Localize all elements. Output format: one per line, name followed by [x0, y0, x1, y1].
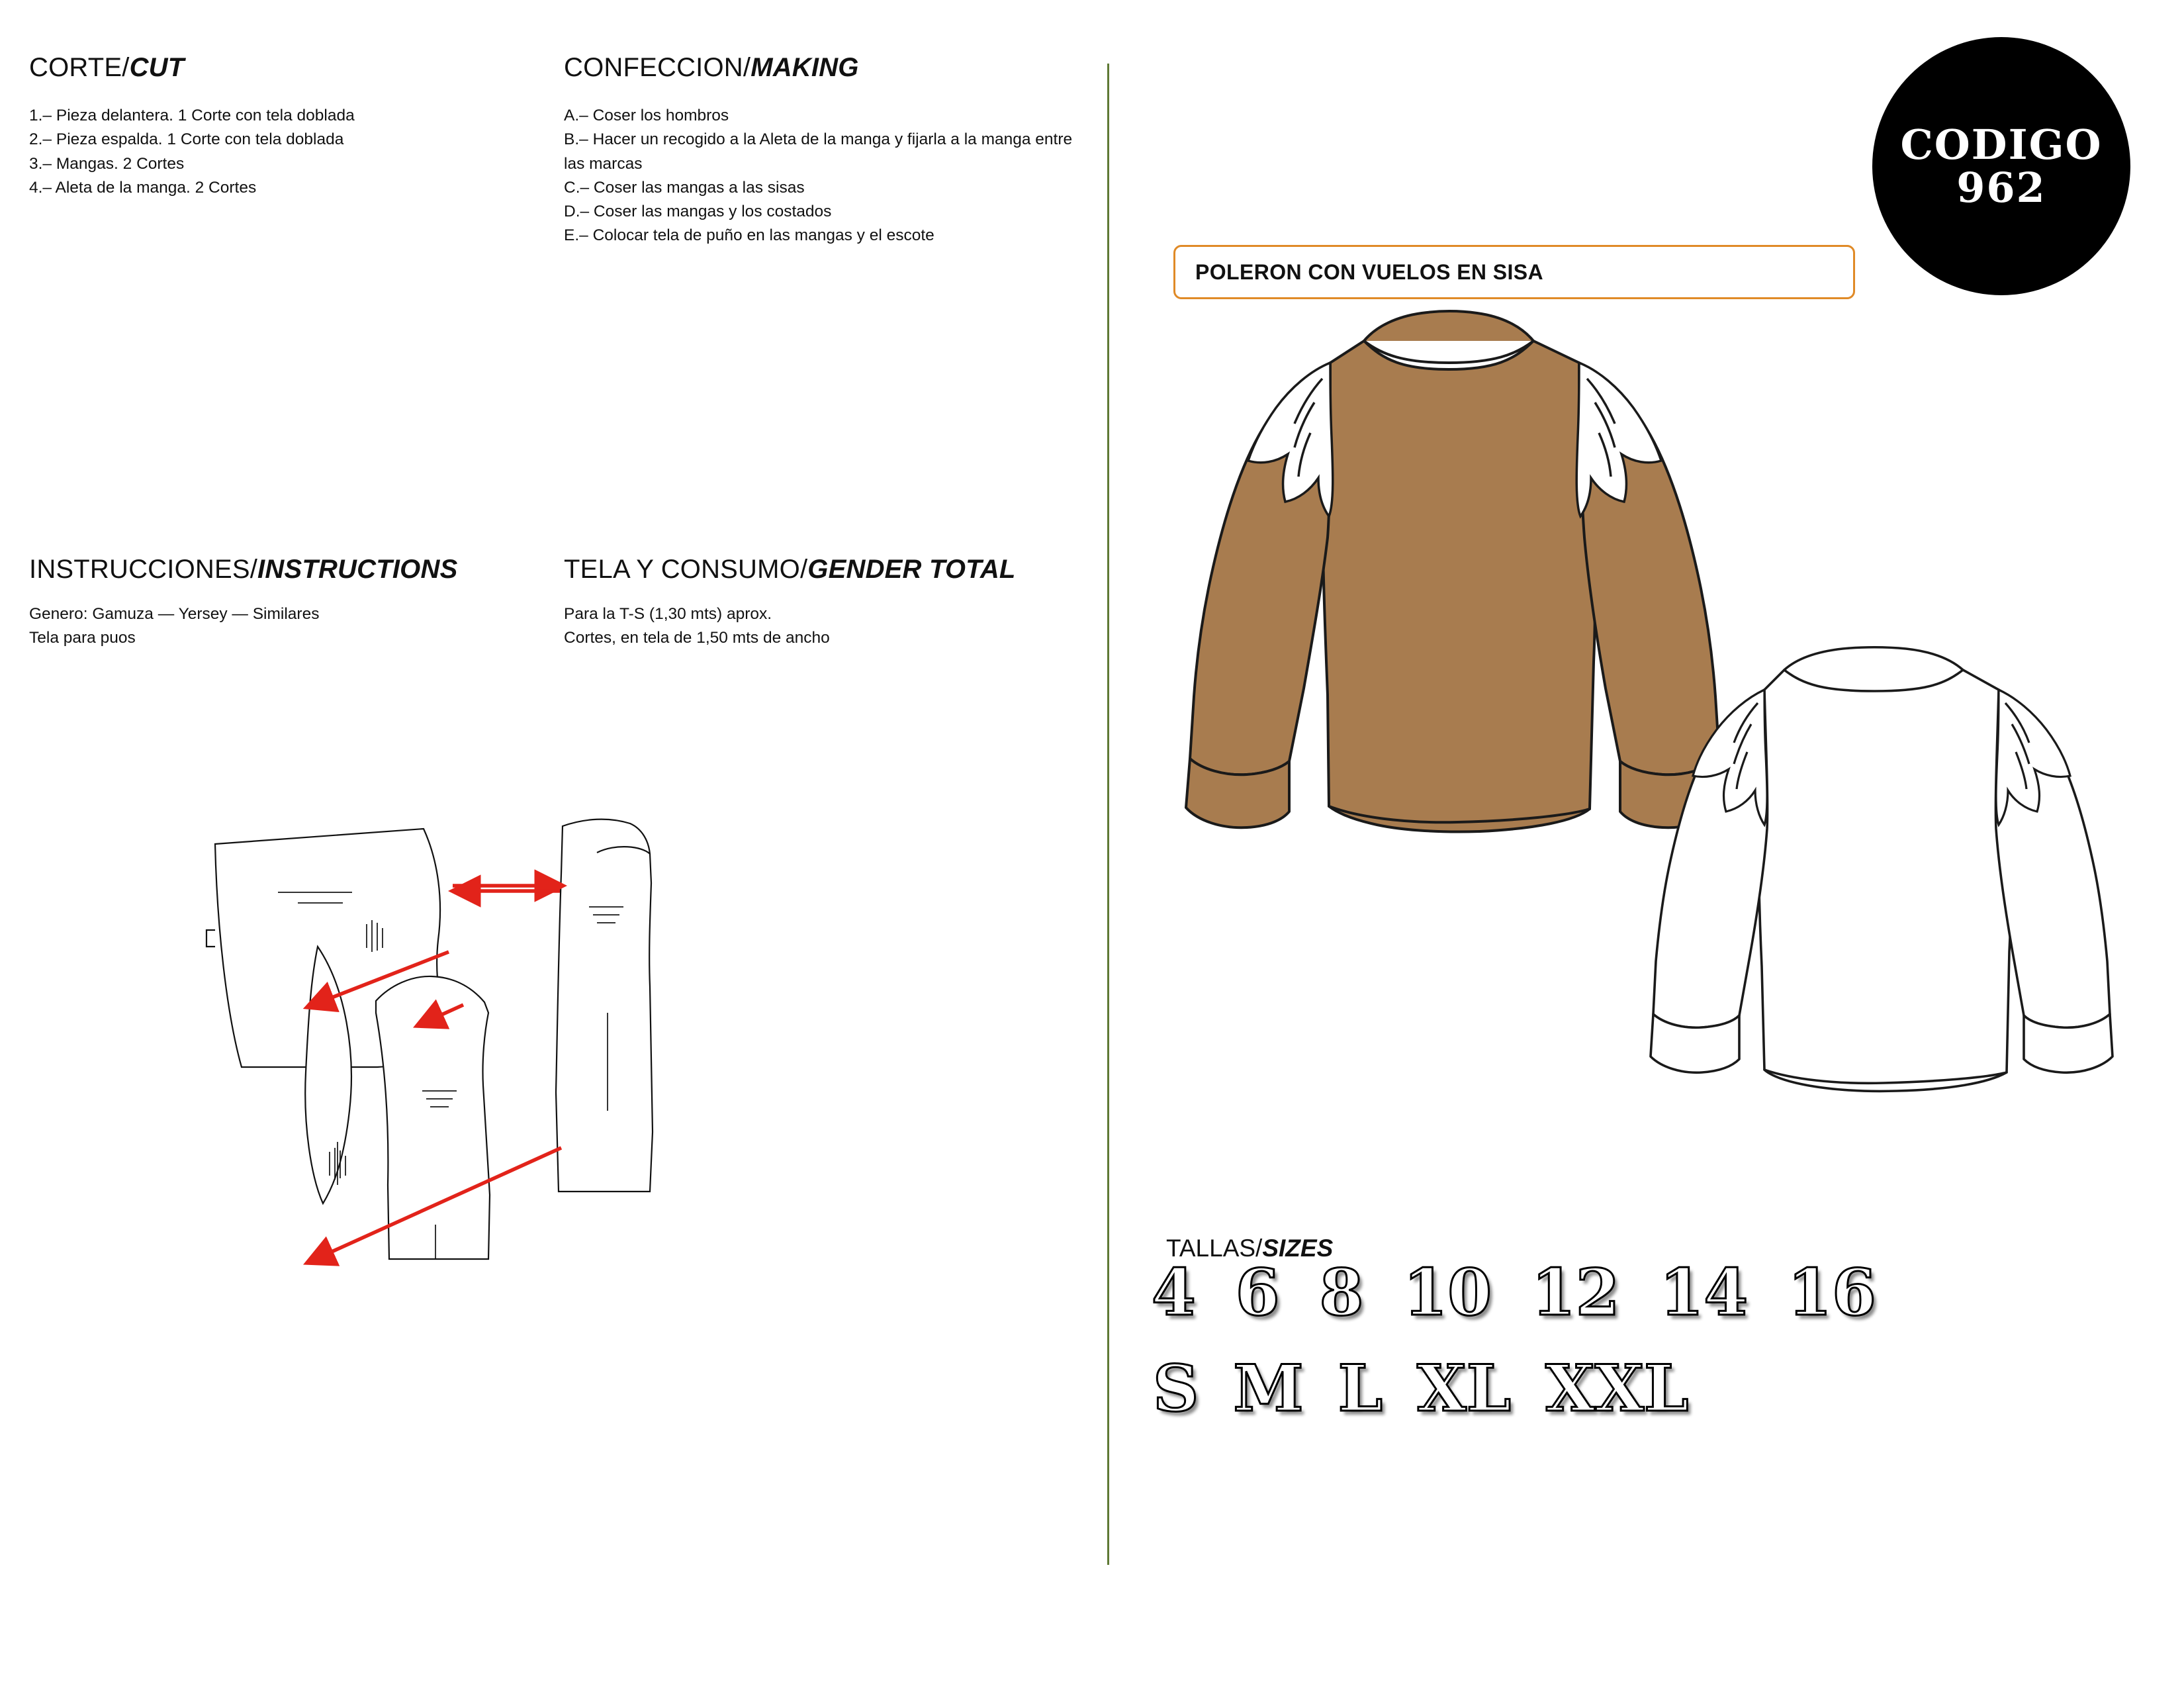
instructions-list [29, 602, 492, 651]
size-chip: 4 [1152, 1255, 1196, 1330]
section-title-instructions-em: INSTRUCTIONS [257, 555, 458, 584]
code-badge-label: CODIGO [1900, 120, 2103, 169]
list-item: 1.– Pieza delantera. 1 Corte con tela doblada [29, 107, 355, 124]
size-row-numeric [1152, 1255, 1876, 1330]
size-chip: 10 [1403, 1255, 1492, 1330]
cut-list [29, 104, 519, 200]
fabric-list [564, 602, 1027, 651]
section-title-fabric-main: TELA Y CONSUMO/ [564, 555, 808, 584]
code-badge-number: 962 [1956, 164, 2046, 212]
size-chip: 12 [1531, 1255, 1620, 1330]
section-title-fabric [564, 555, 1016, 585]
size-chip: M [1233, 1351, 1304, 1426]
list-item: A.– Coser los hombros [564, 107, 729, 124]
code-badge [1872, 37, 2130, 295]
size-chip: 8 [1319, 1255, 1364, 1330]
list-item: E.– Colocar tela de puño en las mangas y el escote [564, 226, 934, 245]
size-chip: S [1153, 1351, 1199, 1426]
section-title-making-em: MAKING [751, 53, 859, 82]
list-item: C.– Coser las mangas a las sisas [564, 178, 805, 197]
section-title-making-main: CONFECCION/ [564, 53, 751, 82]
list-item: D.– Coser las mangas y los costados [564, 203, 832, 220]
size-chip: L [1338, 1351, 1383, 1426]
section-title-cut [29, 53, 184, 83]
section-title-fabric-em: GENDER TOTAL [807, 555, 1016, 584]
list-item: 3.– Mangas. 2 Cortes [29, 154, 185, 173]
list-item: 4.– Aleta de la manga. 2 Cortes [29, 178, 257, 197]
making-list [564, 104, 1087, 248]
size-chip: 14 [1659, 1255, 1749, 1330]
section-title-instructions [29, 555, 457, 585]
size-chip: 16 [1788, 1255, 1876, 1330]
size-chip: 6 [1235, 1255, 1280, 1330]
product-title: POLERON CON VUELOS EN SISA [1195, 259, 1544, 284]
sizes-label-main: TALLAS/ [1166, 1235, 1263, 1262]
vertical-divider [1107, 64, 1109, 1565]
section-title-making [564, 53, 859, 83]
section-title-cut-em: CUT [129, 53, 185, 82]
list-item: Para la T-S (1,30 mts) aprox. [564, 605, 772, 623]
list-item: B.– Hacer un recogido a la Aleta de la manga y fijarla a la manga entre las marcas [564, 130, 1073, 173]
garment-back-illustration [1641, 635, 2158, 1205]
size-row-letters [1153, 1351, 1689, 1426]
list-item: Cortes, en tela de 1,50 mts de ancho [564, 629, 830, 647]
section-title-cut-main: CORTE/ [29, 53, 130, 82]
list-item: Tela para puos [29, 629, 136, 647]
pattern-layout-diagram [179, 814, 841, 1344]
sizes-label-em: SIZES [1262, 1235, 1334, 1262]
size-chip: XXL [1545, 1351, 1689, 1426]
section-title-instructions-main: INSTRUCCIONES/ [29, 555, 258, 584]
size-chip: XL [1417, 1351, 1512, 1426]
list-item: Genero: Gamuza — Yersey — Similares [29, 605, 320, 623]
list-item: 2.– Pieza espalda. 1 Corte con tela doblada [29, 130, 344, 149]
